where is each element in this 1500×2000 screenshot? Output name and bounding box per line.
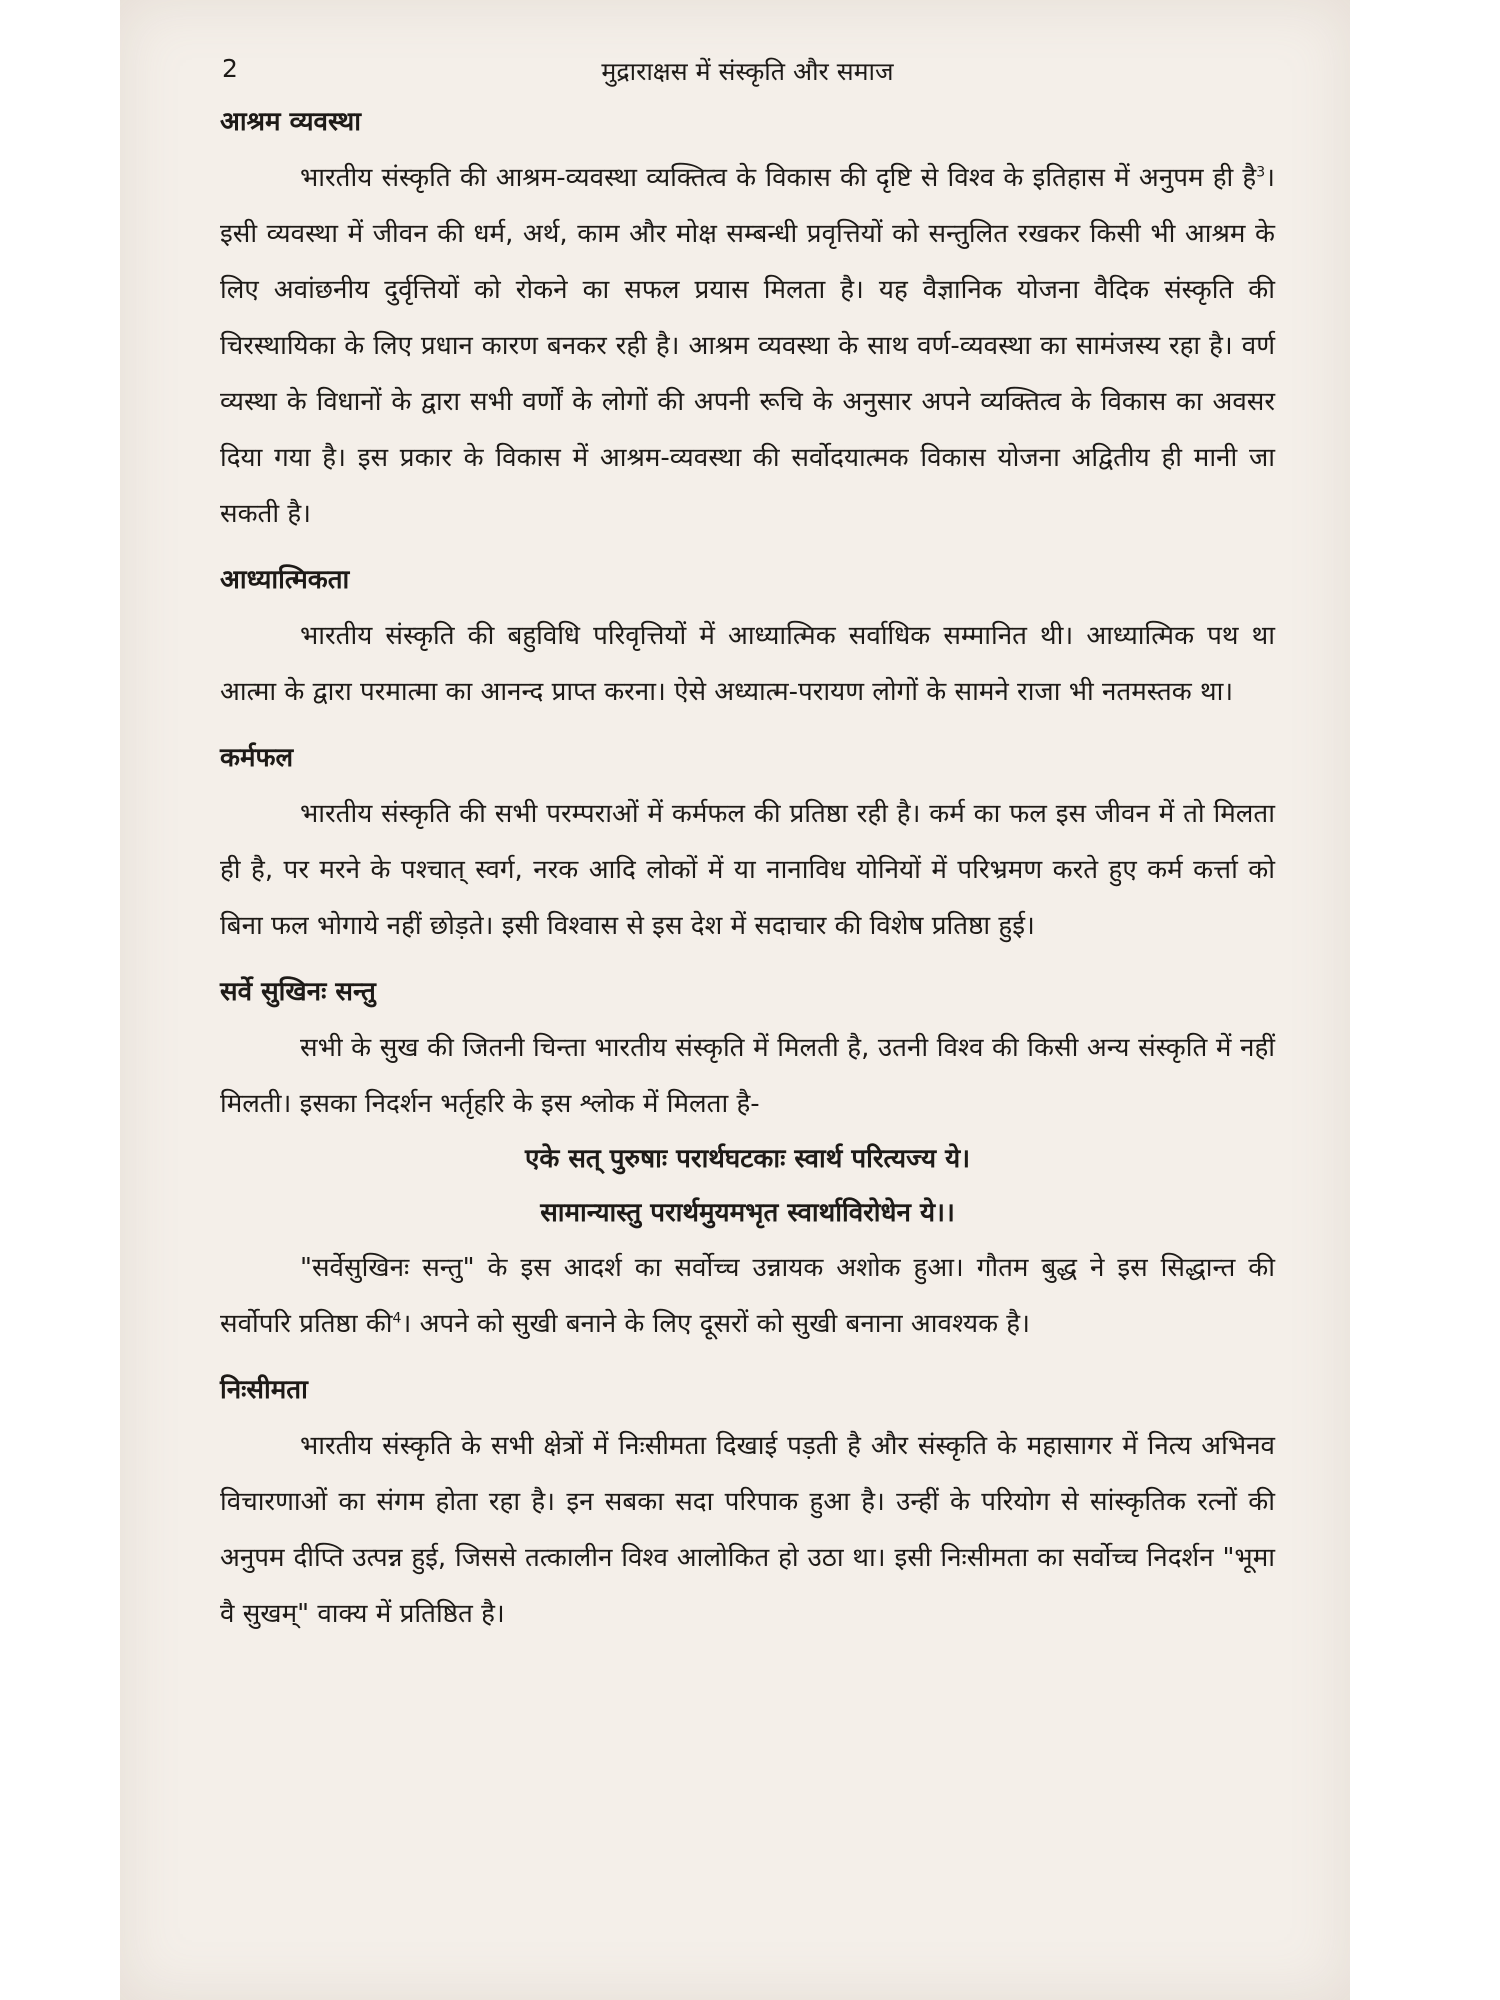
footnote-marker: 3 [1256,164,1266,181]
section-heading: निःसीमता [220,1375,308,1405]
shloka-line: एके सत् पुरुषाः परार्थघटकाः स्वार्थ परित्यज्य ये। [524,1144,971,1174]
page-number: 2 [222,54,238,83]
page-header [220,48,1275,98]
footnote-marker: 4 [392,1310,402,1327]
section-sarve-sukhinah [220,968,1275,1352]
paragraph: भारतीय संस्कृति की बहुविधि परिवृत्तियों में आध्यात्मिक सर्वाधिक सम्मानित थी। आध्यात्मिक पथ था आत्मा के द्वारा परमात्मा का आनन्द प्राप्त करना। ऐसे अध्यात्म-परायण लोगों के सामने राजा भी नतमस्तक था। [220,621,1275,707]
page-content [220,48,1275,1642]
paragraph: भारतीय संस्कृति की सभी परम्पराओं में कर्मफल की प्रतिष्ठा रही है। कर्म का फल इस जीवन में तो मिलता ही है, पर मरने के पश्चात् स्वर्ग, नरक आदि लोकों में या नानाविध योनियों में परिभ्रमण करते हुए कर्म कर्त्ता को बिना फल भोगाये नहीं छोड़ते। इसी विश्वास से इस देश में सदाचार की विशेष प्रतिष्ठा हुई। [220,799,1275,941]
section-adhyatmikta [220,556,1275,720]
section-heading: सर्वे सुखिनः सन्तु [220,977,376,1007]
paragraph: "सर्वेसुखिनः सन्तु" के इस आदर्श का सर्वोच्च उन्नायक अशोक हुआ। गौतम बुद्ध ने इस सिद्धान्त की सर्वोपरि प्रतिष्ठा की$^4$। अपने को सुखी बनाने के लिए दूसरों को सुखी बनाना आवश्यक है। [220,1253,1275,1339]
section-ashram-vyavastha [220,98,1275,542]
section-heading: आश्रम व्यवस्था [220,107,361,137]
running-title: मुद्राराक्षस में संस्कृति और समाज [601,57,894,86]
section-heading: कर्मफल [220,743,294,773]
paragraph: भारतीय संस्कृति के सभी क्षेत्रों में निःसीमता दिखाई पड़ती है और संस्कृति के महासागर में नित्य अभिनव विचारणाओं का संगम होता रहा है। इन सबका सदा परिपाक हुआ है। उन्हीं के परियोग से सांस्कृतिक रत्नों की अनुपम दीप्ति उत्पन्न हुई, जिससे तत्कालीन विश्व आलोकित हो उठा था। इसी निःसीमता का सर्वोच्च निदर्शन "भूमा वै सुखम्" वाक्य में प्रतिष्ठित है। [220,1431,1275,1629]
paragraph: सभी के सुख की जितनी चिन्ता भारतीय संस्कृति में मिलती है, उतनी विश्व की किसी अन्य संस्कृति में नहीं मिलती। इसका निदर्शन भर्तृहरि के इस श्लोक में मिलता है- [220,1033,1275,1119]
paragraph: भारतीय संस्कृति की आश्रम-व्यवस्था व्यक्तित्व के विकास की दृष्टि से विश्व के इतिहास में अनुपम ही है$^3$। इसी व्यवस्था में जीवन की धर्म, अर्थ, काम और मोक्ष सम्बन्धी प्रवृत्तियों को सन्तुलित रखकर किसी भी आश्रम के लिए अवांछनीय दुर्वृत्तियों को रोकने का सफल प्रयास मिलता है। यह वैज्ञानिक योजना वैदिक संस्कृति की चिरस्थायिका के लिए प्रधान कारण बनकर रही है। आश्रम व्यवस्था के साथ वर्ण-व्यवस्था का सामंजस्य रहा है। वर्ण व्यस्था के विधानों के द्वारा सभी वर्णों के लोगों की अपनी रूचि के अनुसार अपने व्यक्तित्व के विकास का अवसर दिया गया है। इस प्रकार के विकास में आश्रम-व्यवस्था की सर्वोदयात्मक विकास योजना अद्वितीय ही मानी जा सकती है। [220,163,1275,529]
section-heading: आध्यात्मिकता [220,565,350,595]
section-karmaphal [220,734,1275,954]
book-page [120,0,1350,2000]
section-nihseemata [220,1366,1275,1642]
shloka-line: सामान्यास्तु परार्थमुयमभृत स्वार्थाविरोधेन ये।। [540,1198,955,1228]
